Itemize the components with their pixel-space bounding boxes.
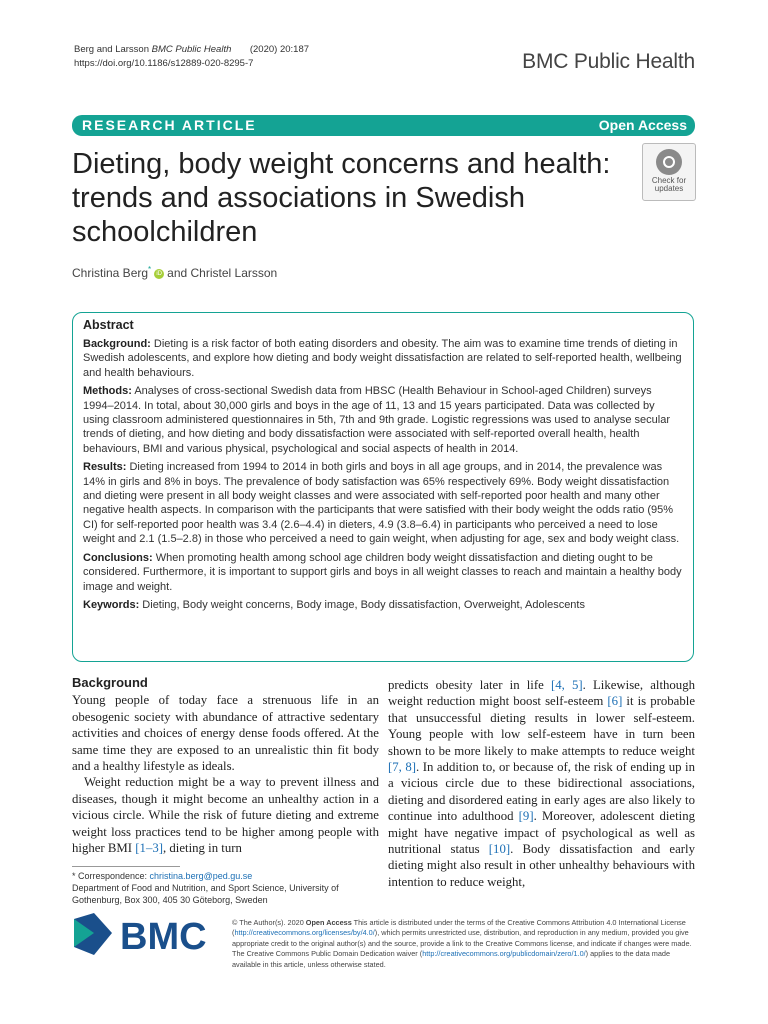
paragraph-text: . Body dissatisfaction and early dieting might also result in other unhealthy behaviours with intention to reduce weight, xyxy=(388,842,695,889)
results-text: Dieting increased from 1994 to 2014 in both girls and boys in all age groups, and in 2014, the prevalence was 14% in girls and 8% in boys. The prevalence of body satisfaction was 65% respectively 69%. Body weight dissatisfaction and dieting were present in all body weight classes and were associated with self-reported poor health and many other negative health aspects. In comparison with the participants that were satisfied with their body weight the odds ratio (95% CI) for self-reported poor health was 3.4 (2.6–4.4) in dieters, 4.9 (3.8–6.4) in participants who perceived a need to lose weight and 2.1 (1.5–2.8) in those who perceived a need to gain weight, when adjusting for age, sex and body weight class. xyxy=(83,461,680,546)
check-for-updates-badge[interactable] xyxy=(642,143,696,201)
paragraph-text: Weight reduction might be a way to prevent illness and diseases, though it might become an unhealthy action in a vicious circle. While the risk of future dieting and extreme weight loss practices tend to be higher among people with higher BMI xyxy=(72,775,379,856)
doi-link[interactable]: https://doi.org/10.1186/s12889-020-8295-7 xyxy=(74,58,254,69)
results-label: Results: xyxy=(83,461,127,474)
abstract-methods xyxy=(83,384,683,456)
journal-brand: BMC Public Health xyxy=(522,50,695,73)
crossmark-line1: Check for xyxy=(651,176,687,185)
paragraph xyxy=(72,774,379,856)
paragraph-text: . Likewise, although weight reduction might boost self-esteem xyxy=(388,678,695,709)
article-type-label: RESEARCH ARTICLE xyxy=(82,117,257,133)
crossmark-icon xyxy=(656,149,682,175)
footnote-rule xyxy=(72,866,180,867)
paragraph-text: predicts obesity later in life xyxy=(388,678,551,692)
license-oa: Open Access xyxy=(305,918,352,927)
orcid-icon[interactable]: iD xyxy=(154,269,164,279)
abstract-results xyxy=(83,460,683,546)
open-access-label: Open Access xyxy=(598,117,687,133)
crossmark-line2: updates xyxy=(654,184,684,193)
header-journal: BMC Public Health xyxy=(151,44,232,55)
paragraph-text: . In addition to, or because of, the risk of ending up in a vicious circle due to these bidirectional associations, dieting and disordered eating in early ages are also likely to continue into adulthood xyxy=(388,760,695,824)
corresponding-mark: * xyxy=(148,265,152,274)
abstract-keywords xyxy=(83,598,683,612)
article-title: Dieting, body weight concerns and health: trends and associations in Swedish schoolchildren xyxy=(72,148,611,248)
reference-link[interactable]: [10] xyxy=(488,842,511,857)
conclusions-text: When promoting health among school age children body weight dissatisfaction and dieting ought to be considered. Furthermore, it is important to support girls and boys in all weight classes to reach and maintain a healthy body image and weight. xyxy=(83,551,682,593)
footnote xyxy=(72,870,372,906)
header-citation: (2020) 20:187 xyxy=(249,44,310,55)
background-label: Background: xyxy=(83,338,151,350)
reference-link[interactable]: [7, 8] xyxy=(388,760,417,775)
article-type-banner xyxy=(72,115,695,136)
bmc-logo-text: BMC xyxy=(120,916,207,958)
reference-link[interactable]: [6] xyxy=(607,694,623,709)
paragraph: Young people of today face a strenuous life in an obesogenic society with abundance of attractive sedentary activities and choices of energy dense foods offered. At the same time they are exposed to an unrealistic thin fit body and a healthy lifestyle as ideals. xyxy=(72,693,379,774)
license-text xyxy=(232,918,697,970)
abstract-background xyxy=(83,337,683,380)
conclusions-label: Conclusions: xyxy=(83,551,153,564)
author-name-rest: and Christel Larsson xyxy=(167,266,278,280)
reference-link[interactable]: [9] xyxy=(518,809,534,824)
author-list xyxy=(72,265,277,280)
license-link[interactable]: http://creativecommons.org/licenses/by/4.0/ xyxy=(234,928,375,938)
reference-link[interactable]: [4, 5] xyxy=(550,678,583,692)
citation-header xyxy=(74,43,309,71)
affiliation: Department of Food and Nutrition, and Sport Science, University of Gothenburg, Box 300, 405 30 Göteborg, Sweden xyxy=(72,883,339,905)
abstract-heading: Abstract xyxy=(83,318,134,332)
email-link[interactable]: christina.berg@ped.gu.se xyxy=(149,871,253,881)
paragraph xyxy=(388,677,695,890)
correspondence-label: * Correspondence: xyxy=(72,871,150,881)
license-part: ), which permits unrestricted use, distribution, and reproduction in any medium, provided you give appropriate credit to the original author(s) and the source, provide a link to the Creative Commons license, and indicate if changes were made. The Creative Commons Public Domain Dedication waiver ( xyxy=(232,928,692,959)
header-authors: Berg and Larsson xyxy=(74,44,149,55)
license-part: ) applies to the data made available in this article, unless otherwise stated. xyxy=(232,949,671,969)
license-part: © The Author(s). 2020 xyxy=(232,918,306,927)
methods-label: Methods: xyxy=(83,385,132,398)
abstract-conclusions xyxy=(83,551,683,594)
methods-text: Analyses of cross-sectional Swedish data from HBSC (Health Behaviour in School-aged Children) surveys 1994–2014. In total, about 30,000 girls and boys in the age of 11, 13 and 15 years participated. Data was collected by using classroom administered questionnaires in 5th, 7th and 9th grade. Logistic regressions was used to analyse secular trends of dieting, and how dieting and body dissatisfaction were associated with self-reported overall health, health behaviours, BMI and various physical, psychological and social aspects of health in 2014. xyxy=(83,385,670,455)
keywords-label: Keywords: xyxy=(83,598,140,611)
bmc-logo xyxy=(72,911,222,961)
paragraph-text: it is probable that unsuccessful dieting results in lower self-esteem. Young people with low self-esteem have in turn been shown to be more likely to make attempts to reduce weight xyxy=(388,694,696,758)
body-column-right xyxy=(388,677,695,890)
author-name[interactable]: Christina Berg xyxy=(72,266,149,280)
keywords-text: Dieting, Body weight concerns, Body image, Body dissatisfaction, Overweight, Adolescents xyxy=(139,598,585,611)
background-text: Dieting is a risk factor of both eating disorders and obesity. The aim was to examine time trends of dieting in Swedish adolescents, and explore how dieting and body weight dissatisfaction are related to self-reported health, wellbeing and health behaviours. xyxy=(83,338,682,379)
abstract-box xyxy=(72,312,694,662)
paragraph-text: . Moreover, adolescent dieting might have negative impact of psychological as well as nutritional status xyxy=(388,809,695,857)
reference-link[interactable]: [1–3] xyxy=(135,841,163,856)
public-domain-link[interactable]: http://creativecommons.org/publicdomain/zero/1.0/ xyxy=(422,949,586,959)
license-part: This article is distributed under the terms of the Creative Commons Attribution 4.0 International License ( xyxy=(232,918,686,938)
paragraph-text: , dieting in turn xyxy=(163,841,242,856)
section-heading: Background xyxy=(72,675,148,690)
body-column-left xyxy=(72,675,379,856)
